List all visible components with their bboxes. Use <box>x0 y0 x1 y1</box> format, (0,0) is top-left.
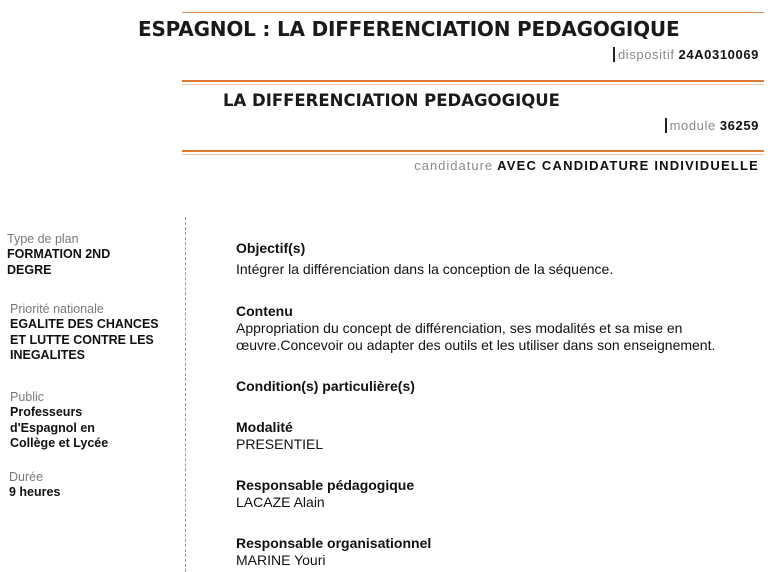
resp-org-heading: Responsable organisationnel <box>236 535 432 551</box>
duree-value: 9 heures <box>9 485 61 499</box>
module-label: module <box>669 118 716 133</box>
sidebar-duree <box>9 470 179 501</box>
section-rule-1-shadow <box>182 84 764 85</box>
conditions-section <box>236 378 756 395</box>
section-rule-1 <box>182 80 764 82</box>
module-ref <box>665 118 759 133</box>
priorite-value: EGALITE DES CHANCES ET LUTTE CONTRE LES INEGALITES <box>10 317 159 362</box>
conditions-heading: Condition(s) particulière(s) <box>236 378 415 394</box>
section-rule-2 <box>182 150 764 152</box>
objectif-text: Intégrer la différenciation dans la conception de la séquence. <box>236 261 614 277</box>
contenu-section <box>236 303 756 354</box>
modalite-text: PRESENTIEL <box>236 436 324 452</box>
resp-peda-section <box>236 477 756 511</box>
column-separator <box>185 217 186 572</box>
resp-peda-heading: Responsable pédagogique <box>236 477 415 493</box>
section-rule-2-shadow <box>182 154 764 155</box>
objectif-section <box>236 240 756 278</box>
dispositif-label: dispositif <box>617 47 675 62</box>
module-value: 36259 <box>719 118 759 133</box>
resp-org-text: MARINE Youri <box>236 552 326 568</box>
page-title: ESPAGNOL : LA DIFFERENCIATION PEDAGOGIQUE <box>138 17 680 41</box>
public-label: Public <box>10 390 45 404</box>
module-title: LA DIFFERENCIATION PEDAGOGIQUE <box>223 91 560 110</box>
duree-label: Durée <box>9 470 44 484</box>
type-plan-label: Type de plan <box>7 232 79 246</box>
candidature-ref <box>414 158 759 173</box>
dispositif-ref <box>613 47 759 62</box>
sidebar-public <box>10 390 180 452</box>
resp-peda-text: LACAZE Alain <box>236 494 325 510</box>
top-rule <box>182 12 764 13</box>
type-plan-value: FORMATION 2ND DEGRE <box>7 247 111 277</box>
sidebar-type-plan <box>7 232 177 278</box>
dispositif-value: 24A0310069 <box>678 47 759 62</box>
public-value: Professeurs d'Espagnol en Collège et Lycée <box>10 405 109 450</box>
modalite-heading: Modalité <box>236 419 293 435</box>
sidebar-priorite <box>10 302 180 364</box>
contenu-text: Appropriation du concept de différenciation, ses modalités et sa mise en œuvre.Concevoir ou adapter des outils et les utiliser dans son enseignement. <box>236 320 716 353</box>
priorite-label: Priorité nationale <box>10 302 104 316</box>
modalite-section <box>236 419 756 453</box>
candidature-value: AVEC CANDIDATURE INDIVIDUELLE <box>497 158 759 173</box>
candidature-label: candidature <box>414 158 494 173</box>
contenu-heading: Contenu <box>236 303 293 319</box>
resp-org-section <box>236 535 756 569</box>
objectif-heading: Objectif(s) <box>236 240 306 256</box>
